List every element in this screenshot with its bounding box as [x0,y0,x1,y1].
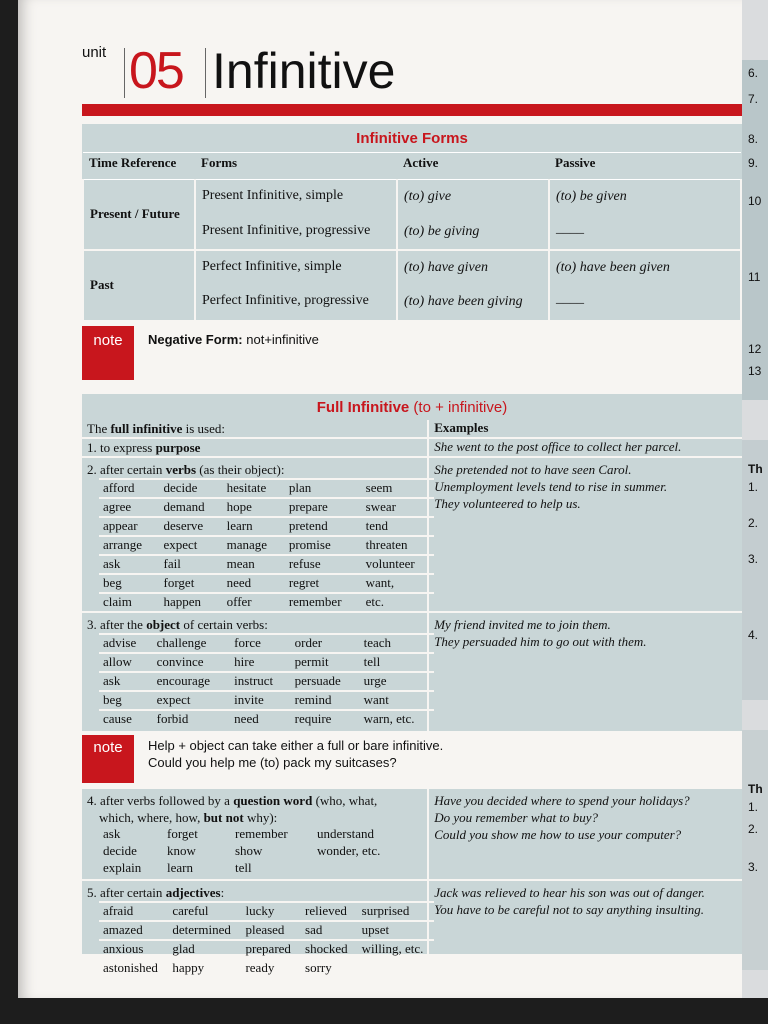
passive-form: ____ [549,285,741,320]
word: teach [360,634,435,653]
word: forget [167,826,198,841]
word: cause [99,710,153,728]
word: plan [285,479,362,498]
example-sentence: Unemployment levels tend to rise in summer. [434,479,668,494]
word-row [99,940,434,959]
word-row [99,634,434,653]
word: careful [168,902,241,921]
examples-cell [428,457,742,612]
word: demand [160,498,223,517]
examples-cell [428,612,742,731]
word: beg [99,574,160,593]
examples-header: Examples [428,420,742,438]
example-sentence: Jack was relieved to hear his son was out of danger. [434,885,705,900]
note-row [82,731,742,789]
word [313,860,434,877]
section-heading: Th [748,782,763,796]
usage-table [82,420,742,977]
full-infinitive-box [82,394,742,975]
word: advise [99,634,153,653]
word: relieved [301,902,358,921]
word [358,959,435,977]
word: expect [160,536,223,555]
usage-rule: 1. to express purpose [82,438,428,457]
word: expect [153,691,231,710]
exercise-number: 11 [748,270,761,284]
word: refuse [285,555,362,574]
word: fail [160,555,223,574]
exercise-number: 1. [748,800,759,814]
word: promise [285,536,362,555]
exercise-number: 3. [748,552,759,566]
word: need [223,574,285,593]
column-header: Passive [549,153,741,180]
word: remind [291,691,360,710]
title-rest: (to + infinitive) [409,399,508,416]
word: threaten [362,536,435,555]
word: ask [99,555,160,574]
word: forbid [153,710,231,728]
word: need [230,710,290,728]
word: surprised [358,902,435,921]
word: challenge [153,634,231,653]
word: convince [153,653,231,672]
word-row [99,921,434,940]
exercise-number: 9. [748,156,759,170]
exercise-number: 6. [748,66,759,80]
word: amazed [99,921,168,940]
active-form: (to) have given [397,250,549,285]
word: invite [230,691,290,710]
word: afraid [99,902,168,921]
forms-title: Infinitive Forms [356,130,468,147]
word: volunteer [362,555,435,574]
adjacent-page-band [742,440,768,700]
divider [124,48,125,98]
word: prepared [241,940,301,959]
word-row [99,710,434,728]
word: learn [223,517,285,536]
word: ready [241,959,301,977]
word: swear [362,498,435,517]
usage-row [82,880,742,977]
forms-table [82,152,742,320]
word: force [230,634,290,653]
word-row [99,574,434,593]
adjacent-page-edge [742,0,768,998]
word: pleased [241,921,301,940]
full-infinitive-title [82,394,742,420]
word: etc. [362,593,435,611]
word-row [99,498,434,517]
unit-number: 05 [129,42,183,100]
adjective-list [99,901,434,977]
word: determined [168,921,241,940]
word: anxious [99,940,168,959]
table-header-row [82,420,742,438]
example-sentence: You have to be careful not to say anything insulting. [434,902,705,917]
word-row [99,959,434,977]
word: prepare [285,498,362,517]
word: decide [103,843,137,858]
word: regret [285,574,362,593]
word: explain [103,860,142,875]
passive-form: (to) be given [549,180,741,215]
header-rule [82,104,742,116]
word: offer [223,593,285,611]
time-reference: Past [83,250,195,320]
passive-form: ____ [549,215,741,250]
exercise-number: 4. [748,628,759,642]
word: learn [167,860,193,875]
page-title: Infinitive [212,43,396,99]
note-negative-form [82,326,742,382]
form-name: Perfect Infinitive, progressive [195,285,397,320]
form-name: Present Infinitive, progressive [195,215,397,250]
title-bold: Full Infinitive [316,399,410,416]
word-row [99,517,434,536]
infinitive-forms-box [82,124,742,320]
exercise-number: 8. [748,132,759,146]
word: decide [160,479,223,498]
adjacent-page-band [742,730,768,970]
word: remember [285,593,362,611]
unit-header [82,38,742,100]
word: warn, etc. [360,710,435,728]
word-row [99,691,434,710]
active-form: (to) give [397,180,549,215]
word-row [99,672,434,691]
column-header: Time Reference [83,153,195,180]
usage-row [82,438,742,457]
word: remember [235,826,288,841]
passive-form: (to) have been given [549,250,741,285]
word-row [99,653,434,672]
divider [205,48,206,98]
word: shocked [301,940,358,959]
word: want, [362,574,435,593]
exercise-number: 10 [748,194,762,208]
word-row [99,555,434,574]
table-row [83,250,741,285]
word: wonder, etc. [317,843,381,858]
word: order [291,634,360,653]
time-reference: Present / Future [83,180,195,250]
usage-rule: 3. after the object of certain verbs: advise challenge force order teach allow convince hire permit tell ask encourage instruct persuade urge beg expect invite remind want cause forbid need require warn, etc. [82,612,428,731]
usage-intro: The full infinitive is used: [87,421,225,436]
form-name: Perfect Infinitive, simple [195,250,397,285]
verb-list [99,826,434,877]
note-bold: Negative Form: [148,332,243,347]
word: afford [99,479,160,498]
word: mean [223,555,285,574]
note-tag: note [82,326,134,380]
word-row [99,826,434,843]
word: ask [99,672,153,691]
word: hire [230,653,290,672]
column-header: Forms [195,153,397,180]
active-form: (to) be giving [397,215,549,250]
form-name: Present Infinitive, simple [195,180,397,215]
usage-row [82,789,742,880]
word-row [99,902,434,921]
word: beg [99,691,153,710]
verb-list [99,633,434,728]
word: tell [360,653,435,672]
word-row [99,593,434,611]
word-row [99,860,434,877]
word: show [235,843,263,858]
usage-row [82,457,742,612]
word: seem [362,479,435,498]
word: hope [223,498,285,517]
exercise-number: 2. [748,822,759,836]
exercise-number: 3. [748,860,759,874]
word: instruct [230,672,290,691]
example-sentence: Could you show me how to use your computer? [434,827,682,842]
column-header: Active [397,153,549,180]
usage-row [82,612,742,731]
usage-rule: 5. after certain adjectives: afraid careful lucky relieved surprised amazed determined pleased sad upset anxious glad prepared shocked willing, etc. astonished happy ready sorry [82,880,428,977]
word: agree [99,498,160,517]
example-sentence: Have you decided where to spend your holidays? [434,793,690,808]
exercise-number: 1. [748,480,759,494]
word: happen [160,593,223,611]
word: urge [360,672,435,691]
section-heading: Th [748,462,763,476]
word-row [99,843,434,860]
usage-rule: 4. after verbs followed by a question word (who, what, which, where, how, but not why): ask forget remember understand decide know show wonder, etc. explain learn tell [82,789,428,880]
word: deserve [160,517,223,536]
example-sentence: She pretended not to have seen Carol. [434,462,632,477]
active-form: (to) have been giving [397,285,549,320]
word: astonished [99,959,168,977]
word: require [291,710,360,728]
note-text [148,737,443,771]
word: understand [317,826,375,841]
verb-list [99,478,434,611]
word: tell [235,860,252,875]
note-body: not+infinitive [242,332,319,347]
word: happy [168,959,241,977]
word: sorry [301,959,358,977]
exercise-number: 13 [748,364,762,378]
note-help-object [82,731,742,789]
examples-cell [428,789,742,880]
word: permit [291,653,360,672]
word: upset [358,921,435,940]
table-header-row [83,153,741,180]
word: claim [99,593,160,611]
word: encourage [153,672,231,691]
unit-label: unit [82,44,107,61]
word: sad [301,921,358,940]
note-text [148,332,319,347]
word: want [360,691,435,710]
example-sentence: They volunteered to help us. [434,496,581,511]
word: manage [223,536,285,555]
word: ask [103,826,121,841]
exercise-number: 12 [748,342,762,356]
word: forget [160,574,223,593]
word: persuade [291,672,360,691]
example-sentence: Do you remember what to buy? [434,810,598,825]
word: arrange [99,536,160,555]
note-tag: note [82,735,134,783]
word: willing, etc. [358,940,435,959]
word: hesitate [223,479,285,498]
examples-cell [428,880,742,977]
example-sentence: They persuaded him to go out with them. [434,634,647,649]
table-row [83,180,741,215]
word: appear [99,517,160,536]
word: lucky [241,902,301,921]
word: tend [362,517,435,536]
word: pretend [285,517,362,536]
note-line: Help + object can take either a full or bare infinitive. [148,738,444,753]
note-line: Could you help me (to) pack my suitcases? [148,755,397,770]
exercise-number: 2. [748,516,759,530]
word-row [99,536,434,555]
word: allow [99,653,153,672]
usage-rule: 2. after certain verbs (as their object): afford decide hesitate plan seem agree demand hope prepare swear appear deserve learn pretend tend arrange expect manage promise threaten ask fail mean refuse volunteer beg forget need regret want, claim happen offer remember etc. [82,457,428,612]
example-sentence: My friend invited me to join them. [434,617,611,632]
word: glad [168,940,241,959]
word: know [167,843,196,858]
exercise-number: 7. [748,92,759,106]
word-row [99,479,434,498]
example-sentence: She went to the post office to collect her parcel. [428,438,742,457]
